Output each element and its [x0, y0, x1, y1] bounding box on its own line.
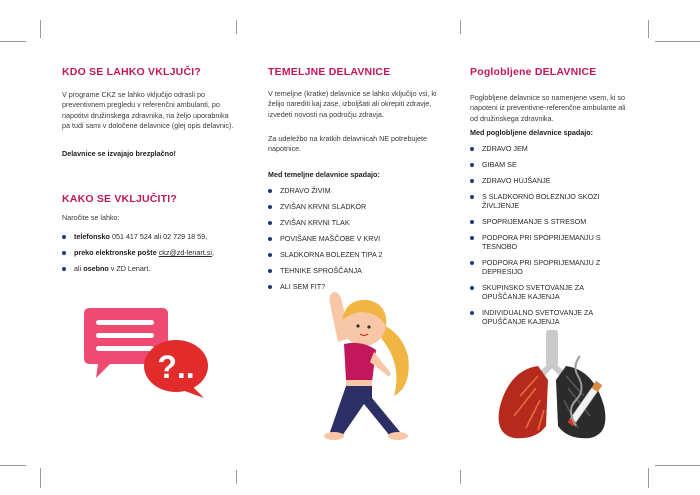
heading-who-can-join: KDO SE LAHKO VKLJUČI?	[62, 66, 201, 78]
list-item: S SLADKORNO BOLEZNIJO SKOZI ŽIVLJENJE	[470, 192, 620, 210]
list-item: POVIŠANE MAŠČOBE V KRVI	[268, 234, 440, 243]
fold-mark	[460, 470, 461, 484]
heading-basic-workshops: TEMELJNE DELAVNICE	[268, 66, 391, 78]
basic-list-intro: Med temeljne delavnice spadajo:	[268, 170, 380, 179]
crop-mark	[40, 20, 41, 38]
advanced-intro-paragraph: Poglobljene delavnice so namenjene vsem, ki so napoteni iz preventivne-referenčne ambulante ali od družinskega zdravnika.	[470, 93, 626, 123]
list-item: ZDRAVO ŽIVIM	[268, 186, 440, 195]
crop-mark	[655, 465, 700, 466]
list-item: PODPORA PRI SPOPRIJEMANJU Z DEPRESIJO	[470, 258, 620, 276]
crop-mark	[40, 468, 41, 488]
crop-mark	[0, 465, 26, 466]
crop-mark	[0, 41, 26, 42]
advanced-list-intro: Med poglobljene delavnice spadajo:	[470, 128, 594, 137]
list-item: ZVIŠAN KRVNI TLAK	[268, 218, 440, 227]
list-item: ZVIŠAN KRVNI SLADKOR	[268, 202, 440, 211]
fold-mark	[460, 20, 461, 34]
advanced-workshop-list	[470, 144, 620, 326]
crop-mark	[648, 468, 649, 488]
speech-bubbles-question-icon	[80, 308, 210, 400]
contact-list	[62, 232, 252, 273]
contact-phone: telefonsko 051 417 524 ali 02 729 18 59,	[62, 232, 252, 241]
svg-text:?..: ?..	[157, 349, 195, 385]
crop-mark	[655, 41, 700, 42]
list-item: SLADKORNA BOLEZEN TIPA 2	[268, 250, 440, 259]
panel-who-can-join	[62, 0, 252, 495]
contact-email: preko elektronske pošte ckz@zd-lenart.si,	[62, 248, 252, 257]
smoking-lungs-illustration	[492, 330, 622, 442]
no-referral-paragraph: Za udeležbo na kratkih delavnicah NE potrebujete napotnice.	[268, 134, 428, 154]
list-item: GIBAM SE	[470, 160, 620, 169]
panel-advanced-workshops	[470, 0, 640, 495]
free-note: Delavnice se izvajajo brezplačno!	[62, 149, 176, 158]
panel-basic-workshops	[268, 0, 440, 495]
list-item: SPOPRIJEMANJE S STRESOM	[470, 217, 620, 226]
girl-stretching-illustration	[268, 286, 428, 446]
list-item: TEHNIKE SPROŠČANJA	[268, 266, 440, 275]
list-item: INDIVIDUALNO SVETOVANJE ZA OPUŠČANJE KAJENJA	[470, 308, 620, 326]
list-item: SKUPINSKO SVETOVANJE ZA OPUŠČANJE KAJENJA	[470, 283, 620, 301]
basic-intro-paragraph: V temeljne (kratke) delavnice se lahko vključijo vsi, ki želijo narediti kaj zase, izboljšati ali okrepiti zdravje, izvedeti novosti na področju zdravja.	[268, 89, 437, 119]
list-item: ZDRAVO HUJŠANJE	[470, 176, 620, 185]
list-item: ALI SEM FIT?	[268, 282, 440, 291]
contact-in-person: ali osebno v ZD Lenart.	[62, 264, 252, 273]
eligibility-paragraph: V programe CKZ se lahko vključijo odrasli po preventivnem pregledu v referenčni ambulanti, po napotitvi družinskega zdravnika, na željo uporabnika pa tudi sami v določene delavnice (glej opis delavnic).	[62, 90, 234, 130]
signup-intro: Naročite se lahko:	[62, 213, 120, 222]
list-item: ZDRAVO JEM	[470, 144, 620, 153]
crop-mark	[648, 20, 649, 38]
email-link[interactable]: ckz@zd-lenart.si	[158, 248, 212, 257]
basic-workshop-list	[268, 186, 440, 291]
list-item: PODPORA PRI SPOPRIJEMANJU S TESNOBO	[470, 233, 620, 251]
heading-how-to-join: KAKO SE VKLJUČITI?	[62, 193, 178, 205]
heading-advanced-workshops: Poglobljene DELAVNICE	[470, 66, 597, 78]
